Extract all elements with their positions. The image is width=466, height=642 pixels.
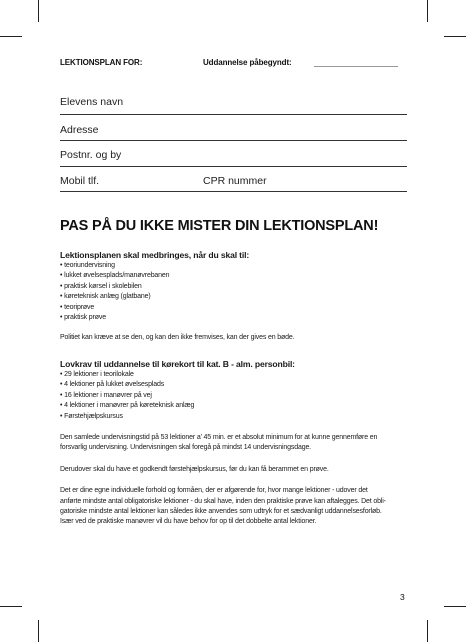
postnr-line[interactable] <box>60 166 407 167</box>
crop-mark <box>38 0 39 22</box>
crop-mark <box>444 606 466 607</box>
lektionsplan-label: LEKTIONSPLAN FOR: <box>60 58 143 67</box>
list-item: • 16 lektioner i manøvrer på vej <box>60 391 152 399</box>
undervisningstid-paragraph <box>60 433 410 454</box>
paragraph-line: forsvarlig undervisning. Undervisningen skal foregå på mindst 14 undervisningsdage. <box>60 444 311 452</box>
mobil-label: Mobil tlf. <box>60 175 100 187</box>
list-item: • 4 lektioner på lukket øvelsesplads <box>60 381 165 389</box>
list-item: • teoriundervisning <box>60 262 115 269</box>
page-number: 3 <box>400 592 405 602</box>
warning-headline: PAS PÅ DU IKKE MISTER DIN LEKTIONSPLAN! <box>60 218 379 234</box>
section-lovkrav-heading: Lovkrav til uddannelse til kørekort til kat. B - alm. personbil: <box>60 359 295 369</box>
postnr-label: Postnr. og by <box>60 149 122 161</box>
bode-note: Politiet kan kræve at se den, og kan den ikke fremvises, kan der gives en bøde. <box>60 334 295 342</box>
crop-mark <box>38 620 39 642</box>
paragraph-line: anførte mindste antal obligatoriske lektioner - du skal have, inden den praktiske prøve kan aftalegges. Det obli- <box>60 497 386 505</box>
uddannelse-start-label: Uddannelse påbegyndt: <box>203 58 292 67</box>
section-lovkrav <box>60 359 410 528</box>
paragraph-line: Især ved de praktiske manøvrer vil du have behov for op til det dobbelte antal lektioner. <box>60 518 317 526</box>
crop-mark <box>444 36 466 37</box>
uddannelse-start-line[interactable] <box>314 66 398 67</box>
mobil-cpr-line[interactable] <box>60 191 407 192</box>
adresse-line[interactable] <box>60 140 407 141</box>
list-item: • lukket øvelsesplads/manøvrebanen <box>60 272 170 280</box>
adresse-label: Adresse <box>60 124 99 136</box>
cpr-label: CPR nummer <box>203 175 267 187</box>
section-medbringes <box>60 250 410 344</box>
list-item: • 4 lektioner i manøvrer på køreteknisk anlæg <box>60 402 195 410</box>
crop-mark <box>0 606 22 607</box>
individuelle-forhold-paragraph <box>60 486 410 528</box>
paragraph-line: Den samlede undervisningstid på 53 lektioner a' 45 min. er et absolut minimum for at kunne gennemføre en <box>60 434 378 442</box>
list-item: • Førstehjælpskursus <box>60 412 123 420</box>
lovkrav-list <box>60 370 410 422</box>
elevens-navn-line[interactable] <box>60 114 407 115</box>
forstehjaelp-paragraph: Derudover skal du have et godkendt førstehjælpskursus, før du kan få berammet en prøve. <box>60 465 329 473</box>
crop-mark <box>427 0 428 22</box>
crop-mark <box>427 620 428 642</box>
paragraph-line: Det er dine egne individuelle forhold og formåen, der er afgørende for, hvor mange lektioner - udover det <box>60 487 368 495</box>
elevens-navn-label: Elevens navn <box>60 96 124 108</box>
list-item: • køreteknisk anlæg (glatbane) <box>60 293 151 301</box>
medbringes-list <box>60 261 410 323</box>
list-item: • teoriprøve <box>60 303 95 311</box>
list-item: • praktisk kørsel i skolebilen <box>60 282 142 290</box>
crop-mark <box>0 36 22 37</box>
list-item: • praktisk prøve <box>60 314 106 322</box>
paragraph-line: gatoriske mindste antal lektioner kan således ikke anvendes som udtryk for et sædvanligt uddannelsesforløb. <box>60 508 382 516</box>
section-medbringes-heading: Lektionsplanen skal medbringes, når du skal til: <box>60 250 250 260</box>
list-item: • 29 lektioner i teorilokale <box>60 371 134 378</box>
